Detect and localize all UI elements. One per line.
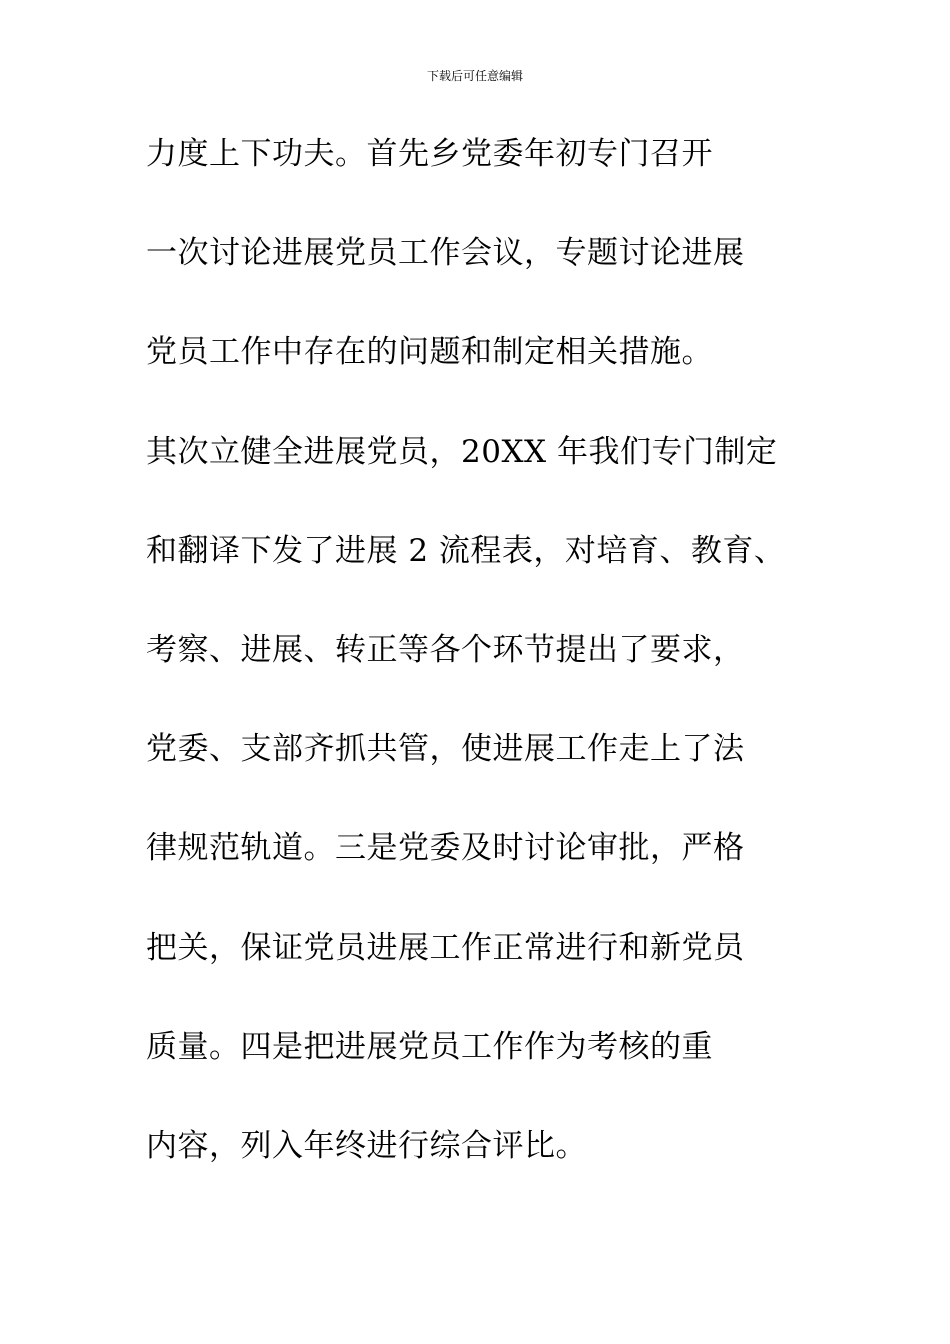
- header-note: 下载后可任意编辑: [426, 69, 523, 83]
- text-line: 内容，列入年终进行综合评比。: [146, 1127, 587, 1164]
- text-line: 党委、支部齐抓共管，使进展工作走上了法: [146, 731, 745, 768]
- text-line: 一次讨论进展党员工作会议，专题讨论进展: [146, 235, 745, 272]
- text-line: 其次立健全进展党员，20XX 年我们专门制定: [146, 433, 778, 470]
- text-line: 把关，保证党员进展工作正常进行和新党员: [146, 929, 745, 966]
- text-line: 和翻译下发了进展 2 流程表，对培育、教育、: [146, 532, 786, 569]
- text-line: 考察、进展、转正等各个环节提出了要求，: [146, 631, 745, 668]
- text-line: 质量。四是把进展党员工作作为考核的重: [146, 1028, 713, 1065]
- text-line: 党员工作中存在的问题和制定相关措施。: [146, 334, 713, 371]
- body-text: [146, 128, 846, 1219]
- text-line: 律规范轨道。三是党委及时讨论审批，严格: [146, 830, 745, 867]
- text-line: 力度上下功夫。首先乡党委年初专门召开: [146, 136, 713, 172]
